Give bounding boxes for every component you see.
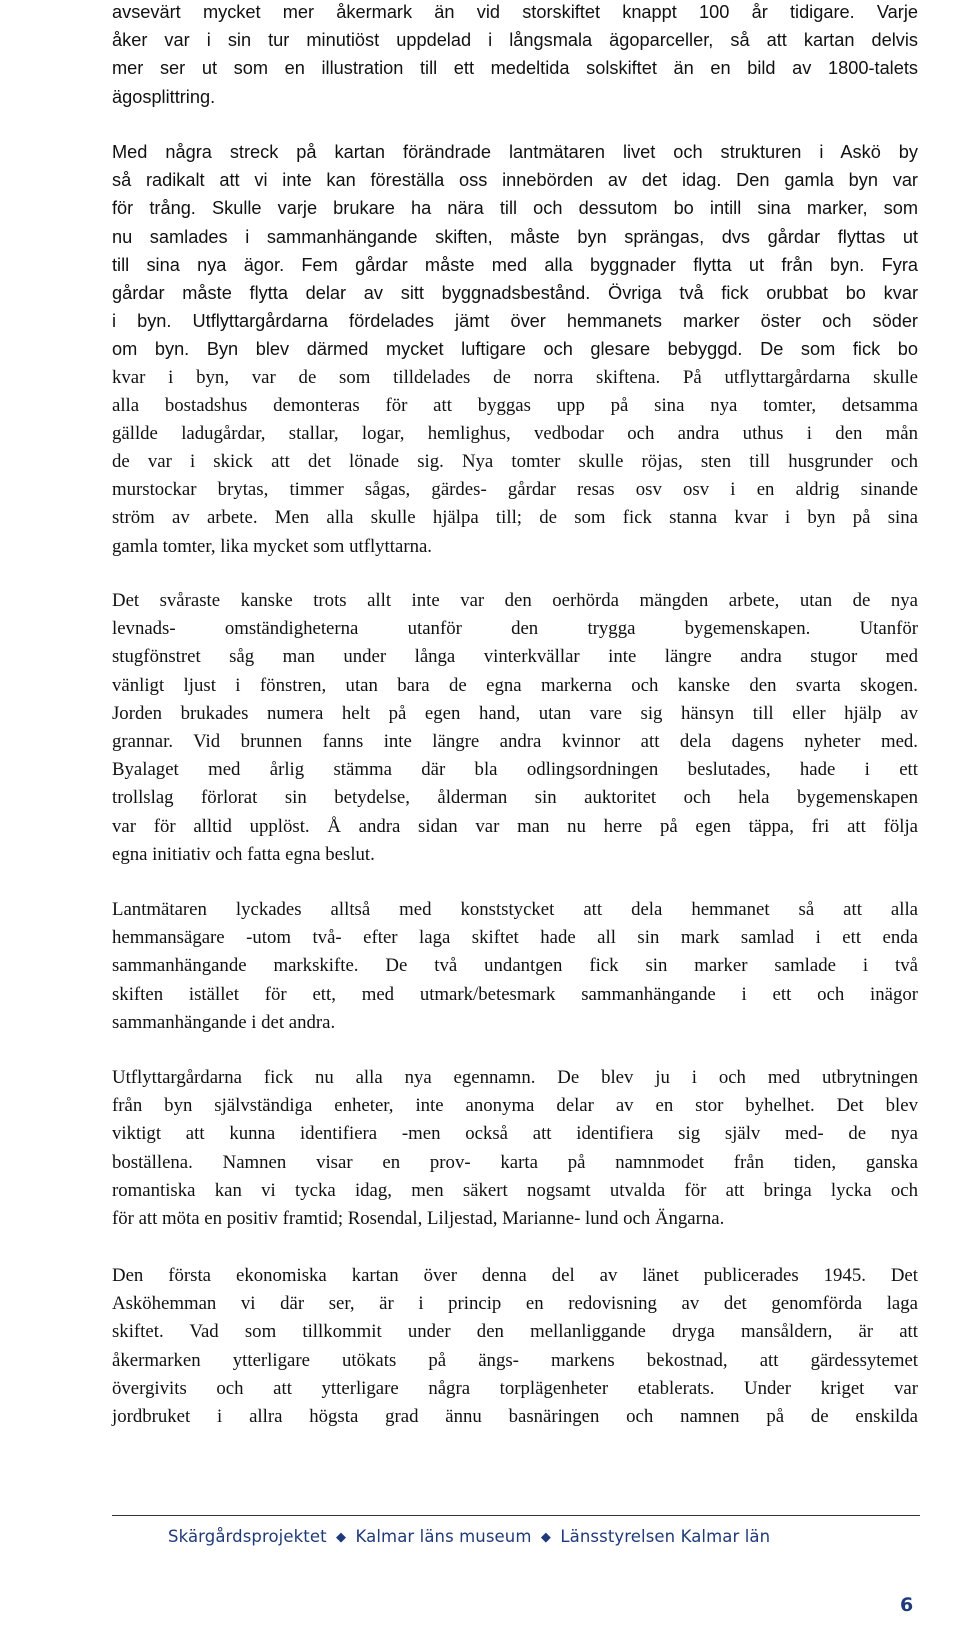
paragraph-6	[112, 1262, 918, 1431]
text-line: kvar i byn, var de som tilldelades de norra skiftena. På utflyttargårdarna skulle	[112, 366, 918, 388]
text-line: grannar. Vid brunnen fanns inte längre andra kvinnor att dela dagens nyheter med.	[112, 730, 918, 752]
text-line: levnads- omständigheterna utanför den trygga bygemenskapen. Utanför	[112, 618, 918, 640]
text-line: egna initiativ och fatta egna beslut.	[112, 843, 375, 865]
text-line: i byn. Utflyttargårdarna fördelades jämt över hemmanets marker öster och söder	[112, 311, 918, 332]
text-line: Utflyttargårdarna fick nu alla nya egennamn. De blev ju i och med utbrytningen	[112, 1067, 918, 1088]
text-line: så radikalt att vi inte kan föreställa oss innebörden av det idag. Den gamla byn var	[112, 170, 918, 191]
text-line: murstockar brytas, timmer sågas, gärdes- gårdar resas osv osv i en aldrig sinande	[112, 479, 918, 501]
text-line: gällde ladugårdar, stallar, logar, hemlighus, vedbodar och andra uthus i den mån	[112, 422, 918, 444]
text-line: för trång. Skulle varje brukare ha nära till och dessutom bo intill sina marker, som	[112, 198, 918, 219]
page-number: 6	[900, 1594, 914, 1616]
footer-museum-name: Kalmar läns museum	[355, 1527, 532, 1546]
diamond-icon: ◆	[336, 1530, 347, 1545]
text-line: sammanhängande markskifte. De två undantgen fick sin marker samlade i två	[112, 955, 918, 977]
text-line: hemmansägare -utom två- efter laga skiftet hade all sin mark samlad i ett enda	[112, 927, 918, 949]
footer-project-name: Skärgårdsprojektet	[168, 1527, 327, 1546]
text-line: Jorden brukades numera helt på egen hand, utan vare sig hänsyn till eller hjälp av	[112, 702, 918, 724]
text-line: åker var i sin tur minutiöst uppdelad i långsmala ägoparceller, så att kartan delvis	[112, 30, 918, 51]
text-line: Asköhemman vi där ser, är i princip en redovisning av det genomförda laga	[112, 1293, 918, 1315]
paragraph-2	[112, 138, 918, 561]
text-line: avsevärt mycket mer åkermark än vid storskiftet knappt 100 år tidigare. Varje	[112, 2, 918, 22]
text-line: övergivits och att ytterligare några torplägenheter etablerats. Under kriget var	[112, 1377, 918, 1399]
text-line: stugfönstret såg man under långa vinterkvällar inte längre andra stugor med	[112, 646, 918, 668]
paragraph-3	[112, 587, 918, 869]
text-line: de var i skick att det lönade sig. Nya tomter skulle röjas, sten till husgrunder och	[112, 451, 918, 473]
text-line: gårdar måste flytta delar av sitt byggnadsbestånd. Övriga två fick orubbat bo kvar	[112, 282, 918, 303]
text-line: skiftet. Vad som tillkommit under den mellanliggande dryga mansåldern, är att	[112, 1321, 918, 1343]
text-line: för att möta en positiv framtid; Rosendal, Liljestad, Marianne- lund och Ängarna.	[112, 1207, 725, 1229]
footer-credits	[168, 1527, 770, 1546]
paragraph-5	[112, 1064, 918, 1233]
text-line: trollslag förlorat sin betydelse, ålderman sin auktoritet och hela bygemenskapen	[112, 787, 918, 809]
footer-authority-name: Länsstyrelsen Kalmar län	[560, 1527, 771, 1546]
text-line: mer ser ut som en illustration till ett medeltida solskiftet än en bild av 1800-talets	[112, 58, 918, 79]
text-line: åkermarken ytterligare utökats på ängs- markens bekostnad, att gärdessytemet	[112, 1349, 918, 1371]
text-line: ägosplittring.	[112, 86, 216, 107]
text-line: sammanhängande i det andra.	[112, 1011, 336, 1033]
text-line: Den första ekonomiska kartan över denna del av länet publicerades 1945. Det	[112, 1265, 918, 1286]
text-line: viktigt att kunna identifiera -men också att identifiera sig själv med- de nya	[112, 1123, 918, 1145]
text-line: alla bostadshus demonteras för att byggas upp på sina nya tomter, detsamma	[112, 394, 918, 416]
text-line: Det svåraste kanske trots allt inte var den oerhörda mängden arbete, utan de nya	[112, 590, 918, 611]
paragraph-4	[112, 896, 918, 1037]
text-line: Byalaget med årlig stämma där bla odlingsordningen beslutades, hade i ett	[112, 759, 918, 781]
text-line: romantiska kan vi tycka idag, men säkert nogsamt utvalda för att bringa lycka och	[112, 1179, 918, 1201]
paragraph-1	[112, 0, 918, 111]
text-line: nu samlades i sammanhängande skiften, måste byn sprängas, dvs gårdar flyttas ut	[112, 226, 918, 247]
text-line: boställena. Namnen visar en prov- karta på namnmodet från tiden, ganska	[112, 1151, 918, 1173]
footer-divider	[112, 1515, 920, 1516]
text-line: Med några streck på kartan förändrade lantmätaren livet och strukturen i Askö by	[112, 142, 918, 162]
text-line: skiften istället för ett, med utmark/betesmark sammanhängande i ett och inägor	[112, 983, 918, 1005]
text-line: från byn självständiga enheter, inte anonyma delar av en stor byhelhet. Det blev	[112, 1095, 918, 1117]
text-line: till sina nya ägor. Fem gårdar måste med alla byggnader flytta ut från byn. Fyra	[112, 254, 918, 275]
text-line: gamla tomter, lika mycket som utflyttarna.	[112, 535, 433, 557]
text-line: Lantmätaren lyckades alltså med konststycket att dela hemmanet så att alla	[112, 899, 918, 920]
text-line: ström av arbete. Men alla skulle hjälpa till; de som fick stanna kvar i byn på sina	[112, 507, 918, 529]
diamond-icon: ◆	[540, 1530, 552, 1545]
text-line: var för alltid upplöst. Å andra sidan var man nu herre på egen täppa, fri att följa	[112, 815, 918, 837]
text-line: om byn. Byn blev därmed mycket luftigare och glesare bebyggd. De som fick bo	[112, 339, 918, 360]
text-line: jordbruket i allra högsta grad ännu basnäringen och namnen på de enskilda	[112, 1405, 918, 1427]
text-line: vänligt ljust i fönstren, utan bara de egna markerna och kanske den svarta skogen.	[112, 674, 918, 696]
